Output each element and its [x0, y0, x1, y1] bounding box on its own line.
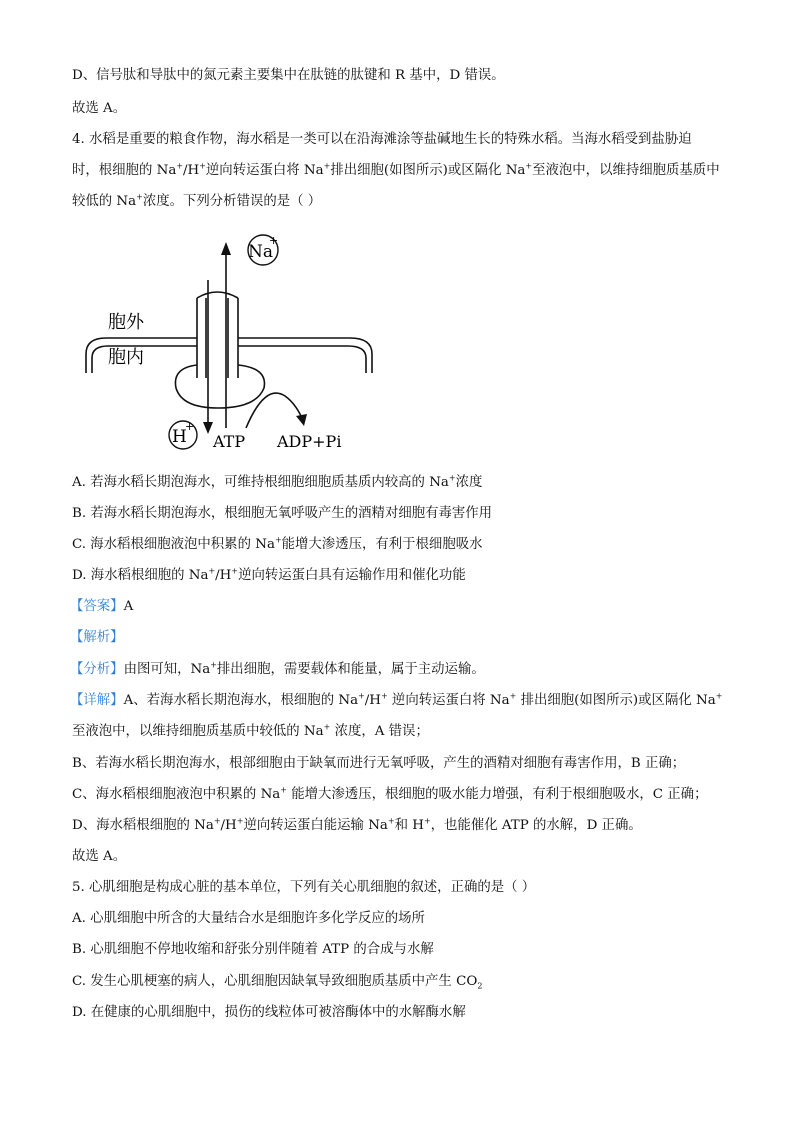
detail-line: D、海水稻根细胞的 Na+/H+逆向转运蛋白能运输 Na+和 H+，也能催化 ATP 的水解，D 正确。	[72, 816, 642, 833]
question-4-stem: 时，根细胞的 Na+/H+逆向转运蛋白将 Na+排出细胞(如图所示)或区隔化 Na+至液泡中，以维持细胞质基质中	[72, 161, 720, 178]
text-line: 故选 A。	[72, 101, 127, 116]
analysis-summary: 【分析】由图可知，Na+排出细胞，需要载体和能量，属于主动运输。	[70, 660, 485, 677]
detail-line: C、海水稻根细胞液泡中积累的 Na+ 能增大渗透压，根细胞的吸水能力增强，有利于根细胞吸水，C 正确；	[72, 785, 708, 802]
answer-line: 【答案】A	[70, 599, 134, 614]
h-plus: +	[185, 420, 195, 433]
detail-line: B、若海水稻长期泡海水，根部细胞由于缺氧而进行无氧呼吸，产生的酒精对细胞有毒害作用，B 正确；	[72, 756, 686, 771]
option-4B: B. 若海水稻长期泡海水，根细胞无氧呼吸产生的酒精对细胞有毒害作用	[72, 506, 493, 521]
option-4C: C. 海水稻根细胞液泡中积累的 Na+能增大渗透压，有利于根细胞吸水	[72, 535, 483, 552]
transport-protein-diagram	[80, 228, 380, 454]
option-5C: C. 发生心肌梗塞的病人，心肌细胞因缺氧导致细胞质基质中产生 $CO_2$	[72, 974, 483, 991]
option-5D: D. 在健康的心肌细胞中，损伤的线粒体可被溶酶体中的水解酶水解	[72, 1005, 466, 1020]
h-label: H	[172, 427, 187, 447]
na-label: Na	[248, 242, 274, 262]
option-4A: A. 若海水稻长期泡海水，可维持根细胞细胞质基质内较高的 Na+浓度	[72, 473, 483, 490]
atp-label: ATP	[213, 432, 246, 451]
question-5-stem: 5. 心肌细胞是构成心脏的基本单位，下列有关心肌细胞的叙述，正确的是（ ）	[72, 880, 536, 895]
detail-line: 【详解】A、若海水稻长期泡海水，根细胞的 Na+/H+ 逆向转运蛋白将 Na+ 排出细胞(如图所示)或区隔化 Na+	[70, 691, 723, 708]
na-plus: +	[269, 234, 279, 247]
option-5A: A. 心肌细胞中所含的大量结合水是细胞许多化学反应的场所	[72, 911, 425, 926]
option-4D: D. 海水稻根细胞的 Na+/H+逆向转运蛋白具有运输作用和催化功能	[72, 566, 466, 583]
text-line: D、信号肽和导肽中的氮元素主要集中在肽链的肽键和 R 基中，D 错误。	[72, 68, 505, 83]
outside-label: 胞外	[108, 312, 144, 333]
question-4-stem: 4. 水稻是重要的粮食作物，海水稻是一类可以在沿海滩涂等盐碱地生长的特殊水稻。当海水稻受到盐胁迫	[72, 132, 692, 147]
option-5B: B. 心肌细胞不停地收缩和舒张分别伴随着 ATP 的合成与水解	[72, 942, 434, 957]
detail-line: 至液泡中，以维持细胞质基质中较低的 Na+ 浓度，A 错误；	[72, 722, 429, 739]
text-line: 故选 A。	[72, 849, 127, 864]
analysis-heading: 【解析】	[70, 630, 124, 645]
inside-label: 胞内	[108, 347, 144, 368]
question-4-stem: 较低的 Na+浓度。下列分析错误的是（ ）	[72, 192, 322, 209]
adp-label: ADP+Pi	[277, 432, 342, 451]
